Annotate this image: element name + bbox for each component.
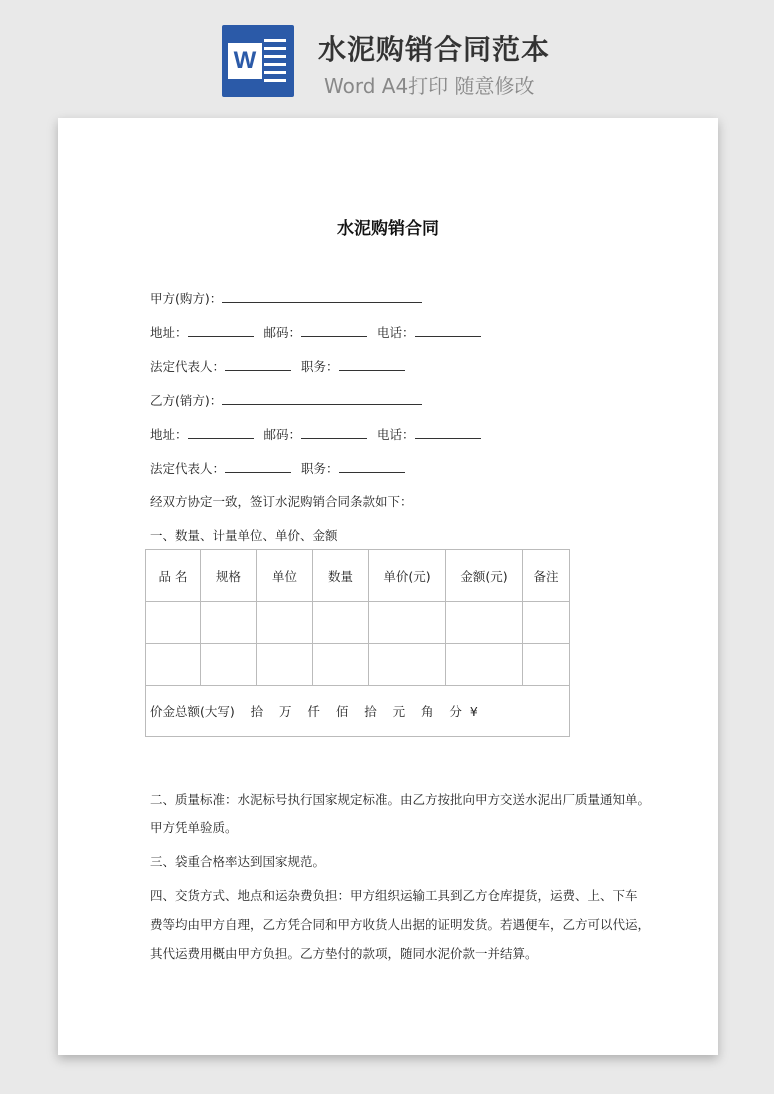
document-page bbox=[58, 118, 718, 1055]
table-cell[interactable] bbox=[523, 602, 570, 644]
table-header-row bbox=[146, 550, 570, 602]
address-blank[interactable] bbox=[188, 322, 254, 337]
phone-label: 电话： bbox=[377, 325, 415, 340]
table-cell[interactable] bbox=[369, 644, 446, 686]
party-a-label: 甲方(购方)： bbox=[150, 291, 223, 306]
table-row bbox=[146, 602, 570, 644]
party-a-blank[interactable] bbox=[222, 288, 422, 303]
table-cell[interactable] bbox=[146, 602, 201, 644]
header-subtitle: Word A4打印 随意修改 bbox=[324, 74, 535, 98]
table-cell[interactable] bbox=[446, 644, 523, 686]
position-blank[interactable] bbox=[339, 356, 405, 371]
table-cell[interactable] bbox=[146, 644, 201, 686]
legal-rep-blank[interactable] bbox=[225, 356, 291, 371]
legal-rep-line-b bbox=[150, 458, 405, 477]
section3-text: 三、袋重合格率达到国家规范。 bbox=[150, 854, 326, 869]
table-header-cell: 单位 bbox=[257, 550, 313, 602]
address-blank[interactable] bbox=[188, 424, 254, 439]
table-header-cell: 品 名 bbox=[146, 550, 201, 602]
page-header bbox=[0, 0, 774, 118]
table-cell[interactable] bbox=[369, 602, 446, 644]
document-title: 水泥购销合同 bbox=[337, 219, 439, 239]
header-title: 水泥购销合同范本 bbox=[318, 33, 551, 66]
table-header-cell: 数量 bbox=[313, 550, 369, 602]
address-label: 地址： bbox=[150, 427, 188, 442]
party-b-label: 乙方(销方)： bbox=[150, 393, 223, 408]
address-label: 地址： bbox=[150, 325, 188, 340]
section4-line2: 费等均由甲方自理，乙方凭合同和甲方收货人出据的证明发货。若遇便车，乙方可以代运， bbox=[150, 917, 651, 932]
phone-label: 电话： bbox=[377, 427, 415, 442]
section4-line3: 其代运费用概由甲方负担。乙方垫付的款项，随同水泥价款一并结算。 bbox=[150, 946, 538, 961]
section2-line2: 甲方凭单验质。 bbox=[150, 820, 238, 835]
address-line-a bbox=[150, 322, 481, 341]
address-line-b bbox=[150, 424, 481, 443]
table-row bbox=[146, 644, 570, 686]
word-icon bbox=[222, 25, 294, 97]
phone-blank[interactable] bbox=[415, 322, 481, 337]
table-cell[interactable] bbox=[313, 644, 369, 686]
goods-table bbox=[145, 549, 570, 737]
phone-blank[interactable] bbox=[415, 424, 481, 439]
legal-rep-label: 法定代表人： bbox=[150, 359, 226, 374]
position-label: 职务： bbox=[301, 461, 339, 476]
position-label: 职务： bbox=[301, 359, 339, 374]
table-header-cell: 备注 bbox=[523, 550, 570, 602]
table-cell[interactable] bbox=[523, 644, 570, 686]
postcode-label: 邮码： bbox=[263, 427, 302, 442]
table-header-cell: 单价(元) bbox=[369, 550, 446, 602]
legal-rep-blank[interactable] bbox=[225, 458, 291, 473]
table-cell[interactable] bbox=[313, 602, 369, 644]
word-icon-letter: W bbox=[228, 43, 262, 79]
legal-rep-line-a bbox=[150, 356, 405, 375]
table-cell[interactable] bbox=[257, 644, 313, 686]
section2-line1: 二、质量标准：水泥标号执行国家规定标准。由乙方按批向甲方交送水泥出厂质量通知单。 bbox=[150, 792, 651, 807]
intro-text: 经双方协定一致，签订水泥购销合同条款如下： bbox=[150, 494, 413, 509]
table-header-cell: 规格 bbox=[201, 550, 257, 602]
legal-rep-label: 法定代表人： bbox=[150, 461, 226, 476]
postcode-blank[interactable] bbox=[301, 424, 367, 439]
table-cell[interactable] bbox=[446, 602, 523, 644]
table-cell[interactable] bbox=[201, 644, 257, 686]
section4-line1: 四、交货方式、地点和运杂费负担：甲方组织运输工具到乙方仓库提货，运费、上、下车 bbox=[150, 888, 638, 903]
party-b-line bbox=[150, 390, 422, 409]
table-cell[interactable] bbox=[257, 602, 313, 644]
position-blank[interactable] bbox=[339, 458, 405, 473]
postcode-blank[interactable] bbox=[301, 322, 367, 337]
watermark bbox=[91, 448, 111, 472]
total-amount-cell[interactable]: 价金总额(大写) 拾 万 仟 佰 拾 元 角 分 ¥ bbox=[146, 686, 570, 737]
party-b-blank[interactable] bbox=[222, 390, 422, 405]
party-a-line bbox=[150, 288, 422, 307]
table-cell[interactable] bbox=[201, 602, 257, 644]
table-header-cell: 金额(元) bbox=[446, 550, 523, 602]
table-total-row bbox=[146, 686, 570, 737]
postcode-label: 邮码： bbox=[263, 325, 302, 340]
section1-heading: 一、数量、计量单位、单价、金额 bbox=[150, 528, 338, 543]
